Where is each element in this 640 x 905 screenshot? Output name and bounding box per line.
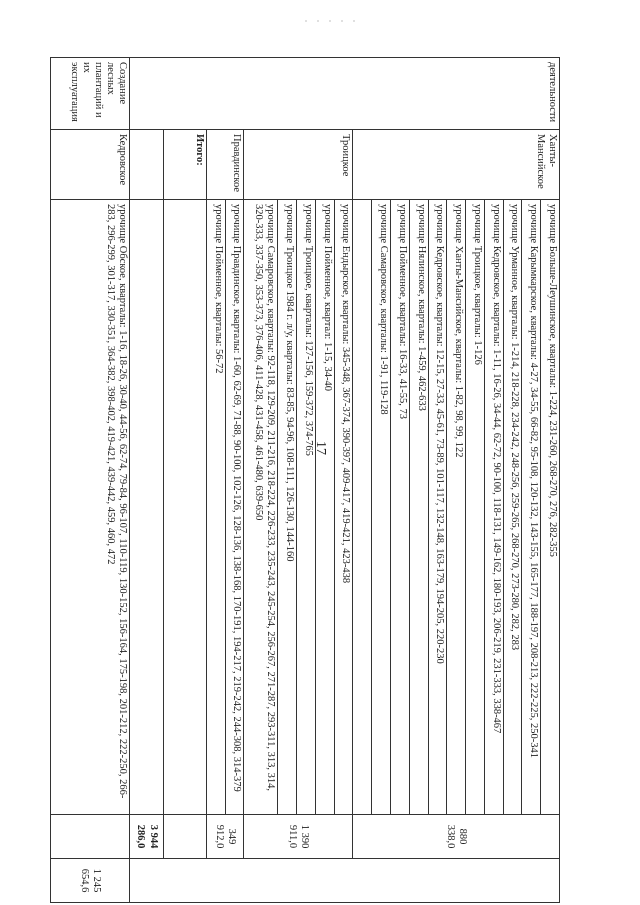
table-row xyxy=(163,58,206,903)
spacer xyxy=(130,200,164,815)
total-empty xyxy=(163,815,206,859)
quarter-cell: урочище Правдинское, кварталы: 1-60, 62-69, 71-88, 90-100, 102-126, 128-136, 138-168, 170-191, 194-217, 219-242, 244-308, 314-379 xyxy=(225,200,244,815)
table-row xyxy=(334,58,353,903)
quarter-cell: урочище Самаровское, кварталы: 92-118, 129-209, 211-216, 218-224, 226-233, 235-243, 245-254, 256-267, 271-287, 293-311, 313, 314, 320-333, 337-350, 353-373, 376-406, 411-428, 431-458, 461-480, 639-650 xyxy=(244,200,278,815)
total-label: Итого: xyxy=(163,130,206,200)
quarter-cell: урочище Кедровское, кварталы: 1-11, 16-26, 34-44, 62-72, 90-100, 118-131, 149-162, 180-193, 206-219, 231-333, 338-467 xyxy=(484,200,503,815)
table-row xyxy=(225,58,244,903)
quarter-cell: урочище Троицкое, кварталы: 127-156, 159-372, 374-765 xyxy=(297,200,316,815)
quarter-cell: урочище Пойменное, кварталы: 16-33, 41-55, 73 xyxy=(390,200,409,815)
table-row xyxy=(130,58,164,903)
quarter-cell: урочище Троицкое 1984 г. л/у, кварталы: 83-85, 94-96, 108-111, 126-130, 144-160 xyxy=(278,200,297,815)
district-area xyxy=(51,815,130,859)
quarter-cell: урочище Ендырское, кварталы: 345-348, 367-374, 390-397, 409-417, 419-421, 423-438 xyxy=(334,200,353,815)
quarter-cell: урочище Самаровское, кварталы: 1-91, 119-128 xyxy=(372,200,391,815)
quarter-cell: урочище Троицкое, кварталы: 1-126 xyxy=(466,200,485,815)
activity-cell: деятельности xyxy=(130,58,560,130)
forest-quarters-table xyxy=(50,57,560,903)
table-row xyxy=(51,58,130,903)
district-area: 349 912,0 xyxy=(206,815,244,859)
grand-total-value: 3 944 286,0 xyxy=(130,815,164,859)
district-area: 880 338,0 xyxy=(353,815,560,859)
table-row xyxy=(541,58,560,903)
district-kedrovskoe: Кедровское xyxy=(51,130,130,200)
activity-cell: Создание лесных плантаций и их эксплуатация xyxy=(51,58,130,130)
rotated-table-wrapper xyxy=(50,57,560,902)
quarter-cell xyxy=(353,200,372,815)
quarter-cell: урочище Ханты-Мансийское, кварталы: 1-82, 98, 99, 122 xyxy=(447,200,466,815)
quarter-cell: урочище Пойменное, квартал: 1-15, 34-40 xyxy=(315,200,334,815)
page-number: 17 xyxy=(313,441,328,455)
activity-total-area xyxy=(130,859,560,903)
quarter-cell: урочище Кедровское, кварталы: 12-15, 27-33, 45-61, 73-89, 101-117, 132-148, 163-179, 194-205, 220-230 xyxy=(428,200,447,815)
quarter-cell: урочище Карымкарское, кварталы: 4-27, 34-55, 66-82, 95-108, 120-132, 143-155, 165-177, 188-197, 208-213, 222-225, 250-341 xyxy=(522,200,541,815)
grand-total xyxy=(130,130,164,200)
total-empty xyxy=(163,200,206,815)
quarter-cell: урочище Нялинское, кварталы: 1-459, 462-633 xyxy=(409,200,428,815)
district-area: 1 390 911,0 xyxy=(244,815,353,859)
quarter-cell: урочище Обское, кварталы: 1-16, 18-26, 30-40, 44-56, 62-74, 79-84, 96-107, 110-119, 130-152, 156-164, 175-198, 201-212, 222-250, 266-283, 296-299, 301-317, 330-351, 364-382, 398-402, 419-421, 439-442, 459, 460, 472 xyxy=(51,200,130,815)
quarter-cell: урочище Больше-Леушинское, кварталы: 1-224, 231-260, 268-270, 276, 282-355 xyxy=(541,200,560,815)
quarter-cell: урочище Урманное, кварталы: 1-214, 218-228, 234-242, 248-256, 259-265, 268-270, 273-280, 282, 283 xyxy=(503,200,522,815)
activity-total-area: 1 245 654,6 xyxy=(51,859,130,903)
scan-specks xyxy=(300,18,360,24)
district-khanty-mansiyskoe: Ханты-Мансийское xyxy=(353,130,560,200)
quarter-cell: урочище Пойменное, кварталы: 56-72 xyxy=(206,200,225,815)
district-troitskoe: Троицкое xyxy=(244,130,353,200)
district-pravdinskoe: Правдинское xyxy=(206,130,244,200)
